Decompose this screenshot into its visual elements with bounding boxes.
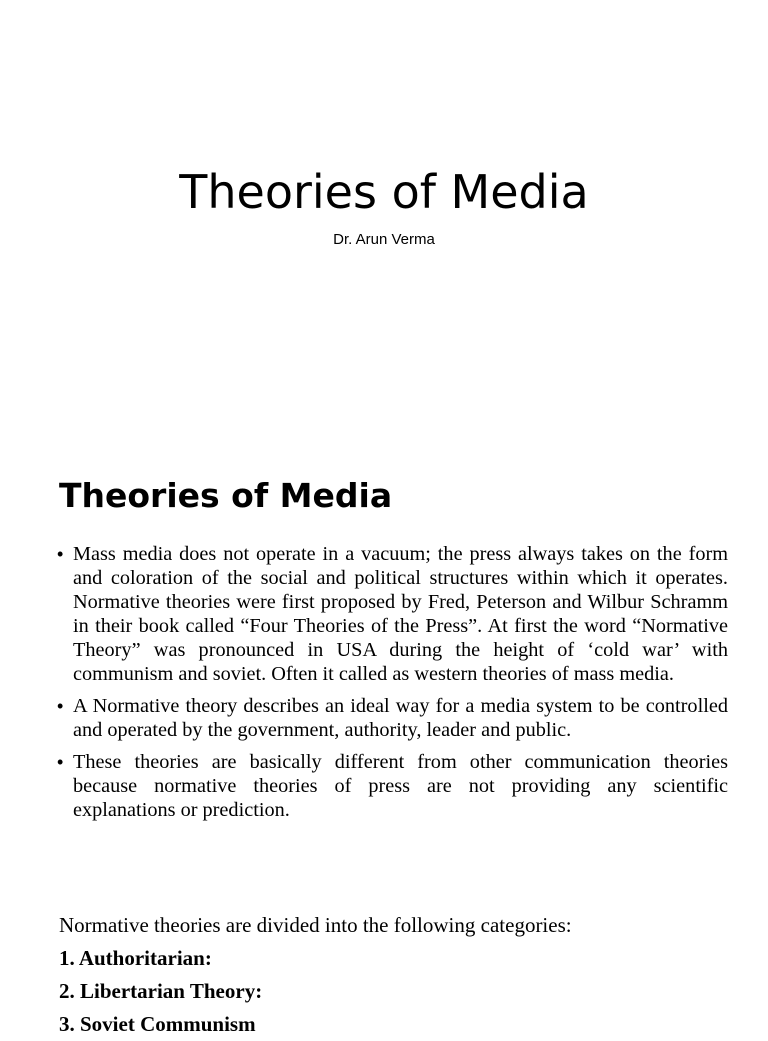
content-slide (0, 440, 768, 1036)
presentation-title: Theories of Media (179, 165, 589, 219)
categories-block (59, 909, 739, 1041)
bullet-list (57, 542, 728, 830)
category-item: 1. Authoritarian: (59, 946, 212, 970)
bullet-item: • These theories are basically different from other communication theories because normative theories of press are not providing any scientific explanations or prediction. (57, 750, 728, 822)
title-slide (0, 0, 768, 440)
category-item: 3. Soviet Communism (59, 1012, 256, 1036)
bullet-item: • A Normative theory describes an ideal way for a media system to be controlled and operated by the government, authority, leader and public. (57, 694, 728, 742)
bullet-item: • Mass media does not operate in a vacuum; the press always takes on the form and coloration of the social and political structures within which it operates. Normative theories were first proposed by Fred, Peterson and Wilbur Schramm in their book called “Four Theories of the Press”. At first the word “Normative Theory” was pronounced in USA during the height of ‘cold war’ with communism and soviet. Often it called as western theories of mass media. (57, 542, 728, 686)
category-item: 2. Libertarian Theory: (59, 979, 263, 1003)
slide-heading: Theories of Media (59, 476, 393, 515)
categories-intro: Normative theories are divided into the following categories: (59, 913, 572, 937)
author-subtitle: Dr. Arun Verma (333, 231, 435, 248)
